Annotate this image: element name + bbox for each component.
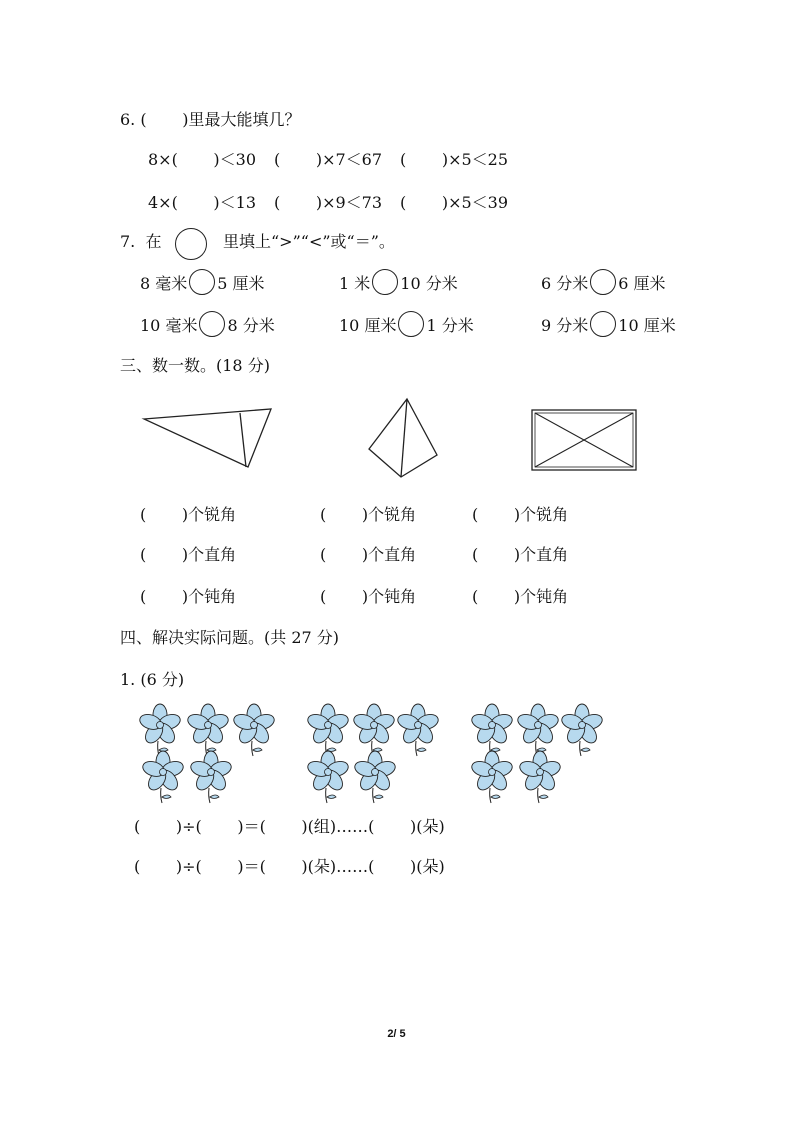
compare-circle[interactable]: [189, 269, 215, 295]
q7-suffix: 里填上“>”“<”或“＝”。: [223, 232, 395, 251]
page-number: 2/ 5: [387, 1028, 406, 1040]
sec3-c1-obtuse: ( )个钝角: [140, 587, 237, 606]
sec3-c3-obtuse: ( )个钝角: [472, 587, 569, 606]
compare-circle[interactable]: [398, 311, 424, 337]
q7-item-2: 1 米 10 分米: [339, 271, 458, 297]
triangle-figure: [140, 405, 280, 470]
sec4-eq1: ( )÷( )＝( )(组)……( )(朵): [134, 817, 445, 836]
sec3-c2-obtuse: ( )个钝角: [320, 587, 417, 606]
sec3-c3-right: ( )个直角: [472, 545, 569, 564]
flowers-illustration: [130, 700, 620, 810]
sec4-eq2: ( )÷( )＝( )(朵)……( )(朵): [134, 857, 445, 876]
q6-r2-b: ( )×9＜73: [274, 193, 383, 212]
compare-circle[interactable]: [590, 269, 616, 295]
q6-r2-c: ( )×5＜39: [400, 193, 509, 212]
sec3-c2-acute: ( )个锐角: [320, 505, 417, 524]
q6-title: 6. ( )里最大能填几？: [120, 110, 301, 129]
compare-circle[interactable]: [590, 311, 616, 337]
sec4-title: 四、解决实际问题。(共 27 分): [120, 628, 340, 647]
sec3-c1-acute: ( )个锐角: [140, 505, 237, 524]
q6-r1-c: ( )×5＜25: [400, 150, 509, 169]
q6-r1-b: ( )×7＜67: [274, 150, 383, 169]
q7-item-5: 10 厘米 1 分米: [339, 313, 474, 339]
pyramid-figure: [365, 397, 440, 482]
q7-item-3: 6 分米 6 厘米: [541, 271, 666, 297]
q7-title-circle: [175, 228, 207, 260]
q7-item-4: 10 毫米 8 分米: [140, 313, 275, 339]
sec4-q1-title: 1. (6 分): [120, 670, 185, 689]
q7-item-6: 9 分米 10 厘米: [541, 313, 676, 339]
compare-circle[interactable]: [372, 269, 398, 295]
sec3-c3-acute: ( )个锐角: [472, 505, 569, 524]
q6-r2-a: 4×( )＜13: [148, 193, 257, 212]
sec3-c1-right: ( )个直角: [140, 545, 237, 564]
sec3-title: 三、数一数。(18 分): [120, 356, 270, 375]
q7-prefix: 7. 在: [120, 232, 162, 251]
compare-circle[interactable]: [199, 311, 225, 337]
q7-item-1: 8 毫米 5 厘米: [140, 271, 265, 297]
rectangle-figure: [530, 408, 640, 473]
q6-r1-a: 8×( )＜30: [148, 150, 257, 169]
sec3-c2-right: ( )个直角: [320, 545, 417, 564]
